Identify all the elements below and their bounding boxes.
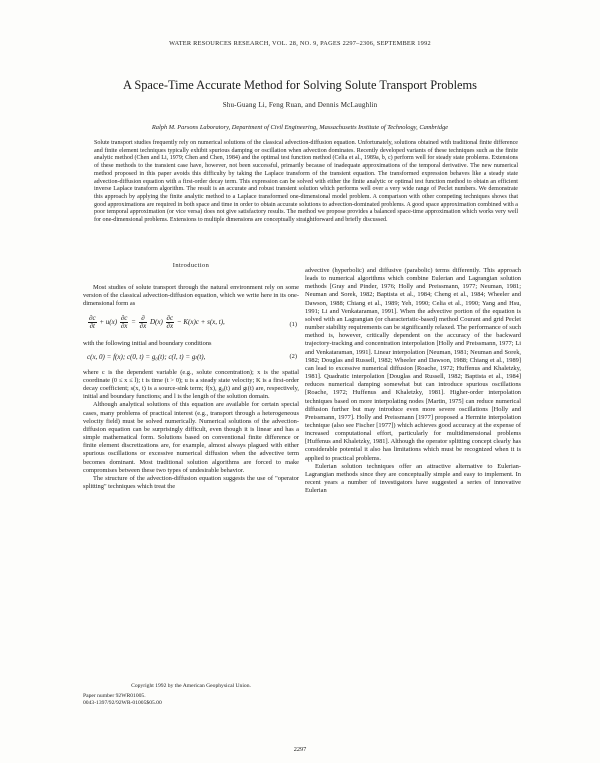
equation-1 xyxy=(83,313,299,335)
eq1-advection-coefficient: + u(x) xyxy=(99,317,118,326)
intro-paragraph-6: advective (hyperbolic) and diffusive (parabolic) terms differently. This approach leads to numerical algorithms which combine Eulerian and Lagrangian solution methods [Gray and Pinder, 1976; Holly and Preissmann, 1977; Neuman, 1981; Neuman and Sorek, 1982; Baptista et al., 1984; Cheng et al., 1984; Wheeler and Dawson, 1988; Chiang et al., 1989; Yeh, 1990; Celia et al., 1990; Yang and Hsu, 1991; Li and Venkataraman, 1991]. When the advective portion of the equation is solved with an Lagrangian (or characteristic-based) method Courant and grid Peclet number stability requirements can be significantly relaxed. The performance of such method is, however, critically dependent on the accuracy of the backward trajectory-tracking and concentration interpolation [Holly and Preissmann, 1977; Li and Venkataraman, 1991]. Linear interpolation [Neuman, 1981; Neuman and Sorek, 1982; Douglas and Russell, 1982; Wheeler and Dawson, 1988; Chiang et al., 1989] can lead to excessive numerical diffusion [Roache, 1972; Huffenus and Khaletzky, 1981]. Quadratic interpolation [Douglas and Russell, 1982; Baptista et al., 1984] reduces numerical damping somewhat but can introduce spurious oscillations [Roache, 1972; Huffenus and Khaletzky, 1981]. Higher-order interpolation techniques based on more interpolating nodes [Martin, 1975] can reduce numerical diffusion further but may introduce even more severe oscillations [Holly and Preissmann, 1977]. Holly and Preissmann [1977] proposed a Hermite interpolation technique (also see Fischer [1977]) which achieves good accuracy at the expense of increased computational effort, particularly for multidimensional problems [Huffenus and Khaletzky, 1981]. Although the operator splitting concept clearly has considerable potential it also has limitations which must be recognized when it is applied to practical problems. xyxy=(305,267,521,462)
eq1-decay-source-terms: − K(x)c + s(x, t), xyxy=(176,317,225,326)
author-list: Shu-Guang Li, Feng Ruan, and Dennis McLaughlin xyxy=(222,101,378,109)
section-heading-introduction: Introduction xyxy=(172,262,210,269)
intro-paragraph-7: Eulerian solution techniques offer an attractive alternative to Eulerian-Lagrangian methods since they are conceptually simple and easy to implement. In recent years a number of investigators have suggested a series of innovative Eulerian xyxy=(305,462,521,495)
article-code: 0043-1397/92/92WR-01005$05.00 xyxy=(83,700,162,706)
equation-1-number: (1) xyxy=(289,320,297,328)
copyright-line: Copyright 1992 by the American Geophysical Union. xyxy=(131,683,251,689)
page-number: 2297 xyxy=(293,746,307,753)
journal-header: WATER RESOURCES RESEARCH, VOL. 28, NO. 9, PAGES 2297–2306, SEPTEMBER 1992 xyxy=(169,40,431,47)
paper-number: Paper number 92WR01005. xyxy=(83,693,146,699)
equation-2 xyxy=(83,352,299,364)
eq1-diffusion-coefficient: D(x) xyxy=(149,317,163,326)
eq1-inner-derivative: $\frac{\partial c}{\partial x}$ xyxy=(166,313,174,330)
right-column xyxy=(305,267,521,495)
affiliation: Ralph M. Parsons Laboratory, Department of Civil Engineering, Massachusetts Institute of Technology, Cambridge xyxy=(151,124,449,131)
equation-1-body xyxy=(87,315,225,330)
copyright-footnote xyxy=(83,683,299,707)
equation-2-body: c(x, 0) = f(x); c(0, t) = g₀(t); c(l, t) = gₗ(t), xyxy=(87,352,206,361)
intro-paragraph-4: Although analytical solutions of this equation are available for certain special cases, many problems of practical interest (e.g., transport through a heterogeneous velocity field) must be solved numerically. Numerical solutions of the advection-diffusion equation can be surprisingly difficult, even though it is linear and has a simple mathematical form. Solutions based on conventional finite difference or finite element discretizations are, for example, almost always plagued with either spurious oscillations or excessive numerical diffusion when the advective term becomes dominant. Most traditional solution algorithms are forced to make compromises between these two types of undesirable behavior. xyxy=(83,401,299,474)
eq1-spatial-derivative: $\frac{\partial c}{\partial x}$ xyxy=(120,313,128,330)
eq1-equals: = xyxy=(131,317,136,326)
eq1-outer-derivative: $\frac{\partial}{\partial x}$ xyxy=(139,313,147,330)
equation-2-number: (2) xyxy=(289,352,297,360)
intro-paragraph-1: Most studies of solute transport through the natural environment rely on some version of the classical advection-diffusion equation, which we write here in its one-dimensional form as xyxy=(83,284,299,308)
left-column xyxy=(83,262,299,491)
intro-paragraph-5: The structure of the advection-diffusion equation suggests the use of "operator splitting" techniques which treat the xyxy=(83,474,299,490)
eq1-time-derivative: $\frac{\partial c}{\partial t}$ xyxy=(89,313,96,330)
abstract: Solute transport studies frequently rely on numerical solutions of the classical advection-diffusion equation. Unfortunately, solutions obtained with traditional finite difference and finite element techniques typically exhibit spurious damping or oscillation when advection dominates. Recently developed variants of these techniques such as the finite analytic method (Chen and Li, 1979; Chen and Chen, 1984) and the optimal test function method (Celia et al., 1989a, b, c) perform well for steady state problems. Extensions of these methods to the transient case have, however, not been successful, primarily because of inadequate approximations of the temporal derivative. The new numerical method proposed in this paper avoids this difficulty by taking the Laplace transform of the transient equation. The transformed expression behaves like a steady state advection-diffusion equation with a first-order decay term. This expression can be solved with either the finite analytic or optimal test function method to obtain an efficient inverse Laplace transform algorithm. The result is an accurate and robust transient solution which performs well over a very wide range of Peclet numbers. We demonstrate this approach by applying the finite analytic method to a Laplace transformed one-dimensional model problem. A comparison with other competing techniques shows that good approximations are required in both space and time in order to obtain accurate solutions to advection-dominated problems. A good space approximation combined with a poor temporal approximation (or vice versa) does not give satisfactory results. The method we propose provides a balanced space-time approximation which works very well for one-dimensional problems. Extensions to multiple dimensions are conceptually straightforward and briefly discussed. xyxy=(94,140,518,224)
intro-paragraph-2: with the following initial and boundary conditions xyxy=(83,339,212,347)
paper-title: A Space-Time Accurate Method for Solving Solute Transport Problems xyxy=(122,78,478,92)
intro-paragraph-3: where c is the dependent variable (e.g., solute concentration); x is the spatial coordinate (0 ≤ x ≤ l); t is time (t > 0); u is a steady state velocity; K is a first-order decay coefficient; s(x, t) is a source-sink term; f(x), g₀(t) and gₗ(t) are, respectively, initial and boundary functions; and l is the length of the solution domain. xyxy=(83,368,299,401)
